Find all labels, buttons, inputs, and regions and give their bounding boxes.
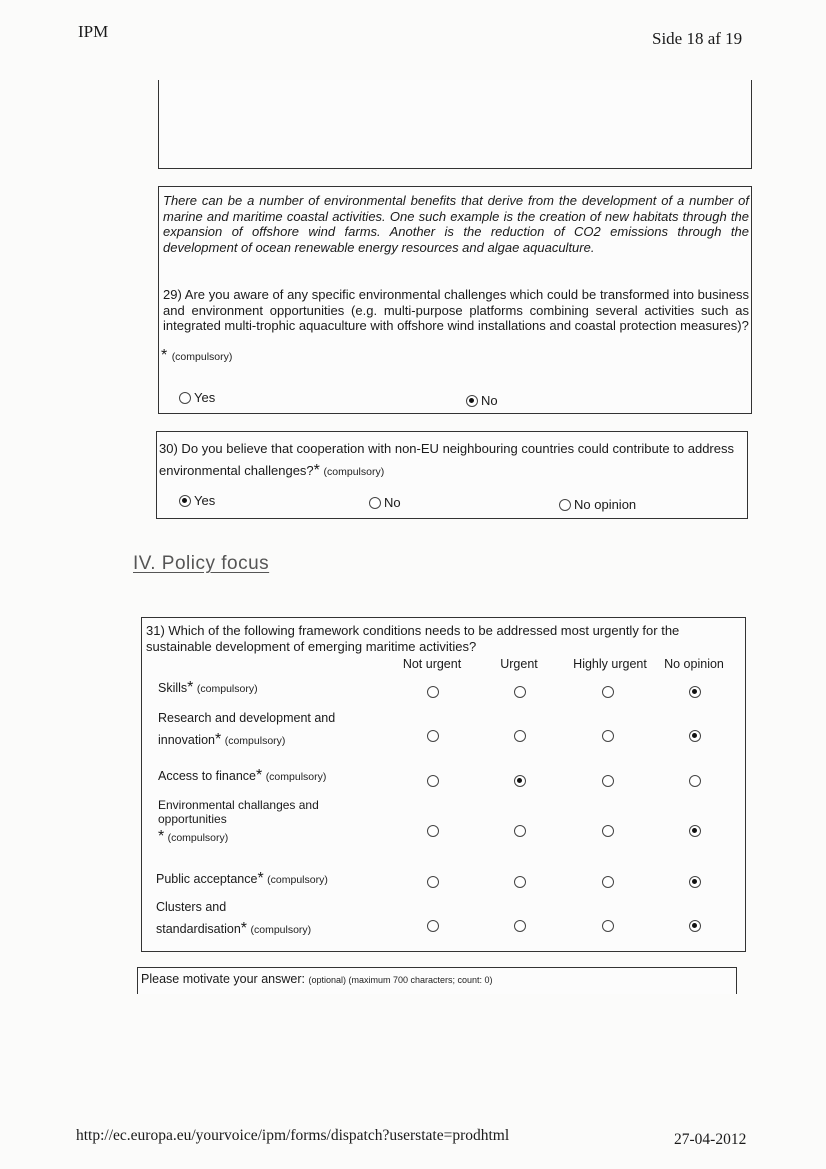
required-star-icon: *: [187, 679, 194, 696]
radio-button-icon[interactable]: [514, 686, 526, 698]
footer-date: 27-04-2012: [674, 1131, 747, 1148]
compulsory-note: (compulsory): [171, 351, 233, 363]
radio-button-selected-icon[interactable]: [689, 920, 701, 932]
column-header-highly-urgent: Highly urgent: [573, 657, 647, 671]
q30-option-no-opinion[interactable]: No opinion: [559, 497, 636, 512]
radio-button-selected-icon[interactable]: [689, 825, 701, 837]
q30-question: 30) Do you believe that cooperation with non-EU neighbouring countries could contribute to address environmental challenges?* (compulsory): [159, 441, 734, 479]
previous-answer-textarea[interactable]: [158, 80, 752, 169]
matrix-row-label: Skills* (compulsory): [158, 679, 258, 696]
required-star-icon: *: [257, 870, 264, 887]
required-star-icon: *: [161, 347, 168, 364]
radio-button-icon[interactable]: [602, 825, 614, 837]
radio-button-icon[interactable]: [602, 920, 614, 932]
radio-button-icon[interactable]: [602, 686, 614, 698]
q29-compulsory: [161, 347, 232, 365]
q30-option-no[interactable]: No: [369, 495, 401, 510]
radio-button-icon[interactable]: [427, 775, 439, 787]
radio-button-icon[interactable]: [427, 825, 439, 837]
radio-button-icon[interactable]: [514, 730, 526, 742]
radio-button-icon[interactable]: [514, 825, 526, 837]
q29-question: 29) Are you aware of any specific environmental challenges which could be transformed into business and environment opportunities (e.g. multi-purpose platforms combining several activities such as integrated multi-trophic aquaculture with offshore wind installations and coastal protection measures)?: [163, 287, 749, 333]
column-header-no-opinion: No opinion: [664, 657, 724, 671]
required-star-icon: *: [240, 920, 248, 937]
section-title: IV. Policy focus: [133, 553, 270, 574]
matrix-row-label: Access to finance* (compulsory): [158, 767, 327, 784]
radio-button-selected-icon[interactable]: [179, 495, 191, 507]
radio-button-icon[interactable]: [514, 920, 526, 932]
radio-button-selected-icon[interactable]: [514, 775, 526, 787]
question-29-box: [158, 186, 752, 414]
header-left: IPM: [78, 22, 109, 41]
q29-option-yes[interactable]: Yes: [179, 390, 215, 405]
q31-question: 31) Which of the following framework conditions needs to be addressed most urgently for the sustainable development of emerging maritime activities?: [146, 623, 680, 654]
question-30-box: [156, 431, 748, 519]
motivate-label: Please motivate your answer: (optional) (maximum 700 characters; count: 0): [141, 972, 493, 986]
compulsory-note: (compulsory): [323, 466, 385, 478]
column-header-not-urgent: Not urgent: [402, 657, 462, 671]
q30-option-yes[interactable]: Yes: [179, 493, 215, 508]
radio-button-icon[interactable]: [427, 686, 439, 698]
motivate-answer-textarea[interactable]: [137, 967, 737, 994]
column-header-urgent: Urgent: [500, 657, 538, 671]
radio-button-selected-icon[interactable]: [689, 686, 701, 698]
radio-button-icon[interactable]: [689, 775, 701, 787]
q29-option-no[interactable]: No: [466, 393, 498, 408]
radio-button-icon[interactable]: [602, 876, 614, 888]
radio-button-icon[interactable]: [602, 775, 614, 787]
required-star-icon: *: [215, 731, 222, 748]
required-star-icon: *: [255, 767, 263, 784]
radio-button-icon[interactable]: [179, 392, 191, 404]
matrix-row-label: Research and development and innovation* (compulsory): [158, 711, 336, 748]
radio-button-icon[interactable]: [369, 497, 381, 509]
question-31-box: [141, 617, 746, 952]
required-star-icon: *: [158, 828, 165, 845]
radio-button-selected-icon[interactable]: [466, 395, 478, 407]
radio-button-icon[interactable]: [427, 730, 439, 742]
radio-button-icon[interactable]: [514, 876, 526, 888]
matrix-row-label: Environmental challanges and opportunities * (compulsory): [158, 798, 319, 845]
footer-url: http://ec.europa.eu/yourvoice/ipm/forms/dispatch?userstate=prodhtml: [76, 1127, 510, 1144]
radio-button-icon[interactable]: [602, 730, 614, 742]
radio-button-icon[interactable]: [427, 876, 439, 888]
radio-button-icon[interactable]: [559, 499, 571, 511]
q29-intro: There can be a number of environmental benefits that derive from the development of a number of marine and maritime coastal activities. One such example is the creation of new habitats through the expansion of offshore wind farms. Another is the reduction of CO2 emissions through the development of ocean renewable energy resources and algae aquaculture.: [163, 193, 749, 255]
matrix-row-label: Public acceptance* (compulsory): [156, 870, 328, 887]
radio-button-icon[interactable]: [427, 920, 439, 932]
page-number: Side 18 af 19: [652, 29, 743, 48]
matrix-row-label: Clusters and standardisation* (compulsory): [156, 900, 312, 937]
radio-button-selected-icon[interactable]: [689, 876, 701, 888]
required-star-icon: *: [313, 462, 320, 479]
radio-button-selected-icon[interactable]: [689, 730, 701, 742]
